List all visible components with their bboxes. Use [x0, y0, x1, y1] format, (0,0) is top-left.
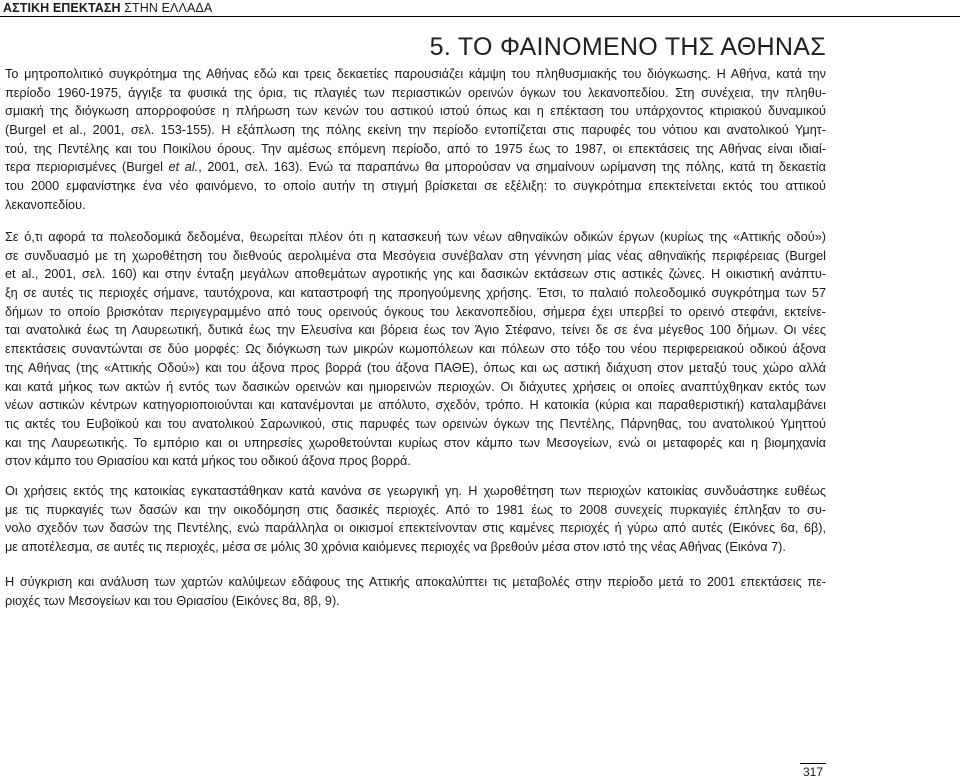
text-segment: λεκανοπεδίου. [5, 197, 86, 212]
text-segment: ξη σε αυτές τις περιοχές σήμανε, ταυτόχρονα, και καταστροφή της προηγούμενης χρήσης. Έτσι, το παλαιό πολεοδομικό συγκρότημα των 57 [5, 286, 826, 301]
header-rule [0, 16, 960, 17]
text-line [5, 121, 826, 140]
text-line [5, 592, 826, 611]
text-line [5, 321, 826, 340]
text-line [5, 84, 826, 103]
paragraph-4 [5, 573, 826, 610]
text-line [5, 177, 826, 196]
running-head-bold: ΑΣΤΙΚΗ ΕΠΕΚΤΑΣΗ [3, 1, 121, 15]
text-segment: στον κάμπο του Θριασίου και κατά μήκος του οδικού άξονα προς βορρά. [5, 454, 411, 469]
text-line [5, 196, 826, 215]
text-segment: επεκτάσεις συναντώνται σε δύο μορφές: Ως διόγκωση των μικρών κωμοπόλεων και πόλεων στο τόξο του νέου περιφερειακού οδικού άξονα [5, 342, 826, 357]
text-line [5, 573, 826, 592]
text-segment: νολο σχεδόν των δασών της Πεντέλης, ενώ παράλληλα οι οικισμοί επεκτείνονταν στις καμένες περιοχές ή γύρω από αυτές (Εικόνες 6α, 6β), [5, 521, 826, 536]
text-line [5, 158, 826, 177]
text-segment: της Αθήνας (της «Αττικής Οδού») και του άξονα προς βορρά (του άξονα ΠΑΘΕ), όπως και ως αστική διάχυση στον μεταξύ τους χώρο αλλά [5, 360, 826, 375]
text-segment: με αποτέλεσμα, σε αυτές τις περιοχές, μέσα σε μόλις 30 χρόνια καιόμενες περιοχές να βρεθούν μέσα στον ιστό της νέας Αθήνας (Εικόνα 7). [5, 540, 786, 555]
text-line [5, 340, 826, 359]
text-line [5, 102, 826, 121]
text-segment: ται ανατολικά έως τη Λαυρεωτική, δυτικά έως την Ελευσίνα και βόρεια έως τον Άγιο Στέφανο, τείνει δε σε ένα μέγεθος 100 δήμων. Οι νέες [5, 323, 826, 338]
text-segment: τερα περιορισμένες (Burgel [5, 160, 169, 175]
text-segment: , 2001, σελ. 163). Ενώ τα παραπάνω θα μπορούσαν να σημαίνουν ωρίμανση της πόλης, κατά τη δεκαετία [198, 160, 826, 175]
text-line [5, 303, 826, 322]
text-line [5, 501, 826, 520]
text-segment: Οι χρήσεις εκτός της κατοικίας εγκαταστάθηκαν κατά κανόνα σε γεωργική γη. Η χωροθέτηση των περιοχών κατοικίας συνδυάστηκε ευθέως [5, 484, 826, 498]
text-line [5, 65, 826, 84]
text-segment: και κατά μήκος των ακτών ή εντός των δασικών ορεινών και ημιορεινών περιοχών. Οι διάχυτες χρήσεις οι οποίες αναπτύχθηκαν εκτός των [5, 379, 826, 394]
text-segment: Το μητροπολιτικό συγκρότημα της Αθήνας εδώ και τρεις δεκαετίες παρουσιάζει κάμψη του πληθυσμιακής του διόγκωσης. Η Αθήνα, κατά την [5, 67, 826, 81]
page-number-rule [800, 763, 826, 764]
text-line [5, 434, 826, 453]
text-segment: του 2000 εμφανίστηκε ένα νέο φαινόμενο, το οποίο αυτήν τη στιγμή βρίσκεται σε εξέλιξη: το συγκρότημα επεκτείνεται εκτός του αττικού [5, 179, 826, 194]
text-segment: νέων αστικών κέντρων κατηγοριοποιούνται και κατανέμονται με απόλυτο, σχεδόν, τρόπο. Η κατοικία (κύρια και παραθεριστική) καταλαμβάνει [5, 398, 826, 413]
text-line [5, 415, 826, 434]
paragraph-1 [5, 65, 826, 215]
text-segment: ριοχές των Μεσογείων και του Θριασίου (Εικόνες 8α, 8β, 9). [5, 593, 340, 608]
italic-text: et al. [168, 160, 199, 175]
paragraph-2 [5, 228, 826, 471]
text-segment: δήμων το οποίο βρισκόταν περιγεγραμμένο από τους ορεινούς όγκους του λεκανοπεδίου, σήμερα έχει υπερβεί το ορεινό στεφάνι, εκτείνε- [5, 304, 826, 319]
text-line [5, 265, 826, 284]
text-segment: και της Λαυρεωτικής. Το εμπόριο και οι υπηρεσίες χωροθετούνται κυρίως στον κάμπο των Μεσογείων, ενώ οι μεταφορές και η βιομηχανία [5, 435, 826, 450]
paragraph-3 [5, 482, 826, 557]
text-segment: σμιακή της διόγκωση απορροφούσε η πλήρωση των κενών του αστικού ιστού όπως και η επέκταση του υπάρχοντος κτιριακού δυναμικού [5, 104, 826, 119]
text-line [5, 247, 826, 266]
text-segment: Σε ό,τι αφορά τα πολεοδομικά δεδομένα, θεωρείται πλέον ότι η κατασκευή των νέων αθηναϊκών οδικών έργων (κυρίως της «Αττικής οδού») [5, 230, 826, 244]
text-line [5, 359, 826, 378]
text-segment: (Burgel et al., 2001, σελ. 153-155). Η εξάπλωση της πόλης εκείνη την περίοδο εντοπίζεται στις παρυφές του νότιου και ανατολικού Υμητ- [5, 123, 826, 138]
text-line [5, 452, 826, 471]
text-segment: Η σύγκριση και ανάλυση των χαρτών καλύψεων εδάφους της Αττικής αποκαλύπτει τις μεταβολές στην περίοδο μετά το 2001 επεκτάσεις πε- [5, 575, 826, 589]
text-segment: με τις πυρκαγιές των δασών και την οικοδόμηση στις δασικές περιοχές. Από το 1981 έως το 2008 συνεχείς πυρκαγιές έπληξαν το συ- [5, 502, 826, 517]
text-segment: σε συνδυασμό με τη χωροθέτηση του διεθνούς αερολιμένα στα Μεσόγεια συνέβαλαν στη γέννηση μίας νέας αθηναϊκής περιφέρειας (Burgel [5, 248, 826, 263]
text-line [5, 228, 826, 247]
text-line [5, 482, 826, 501]
section-title: 5. ΤΟ ΦΑΙΝΟΜΕΝΟ ΤΗΣ ΑΘΗΝΑΣ [429, 33, 826, 61]
running-head-rest: ΣΤΗΝ ΕΛΛΑΔΑ [124, 1, 213, 15]
text-line [5, 519, 826, 538]
text-line [5, 378, 826, 397]
text-segment: et al., 2001, σελ. 160) και στην ένταξη μεγάλων αποθεμάτων αγροτικής γης και δασικών εκτάσεων στις αστικές ζώνες. Η οικιστική ανάπτυ- [5, 267, 826, 282]
running-head [3, 1, 212, 15]
text-segment: περίοδο 1960-1975, άγγιξε τα φυσικά της όρια, τις πλαγιές των περιαστικών ορεινών όγκων του λεκανοπεδίου. Στη συνέχεια, την πληθυ- [5, 85, 826, 100]
text-segment: τού, της Πεντέλης και του Ποικίλου όρους. Την αμέσως επόμενη περίοδο, από το 1975 έως το 1987, οι επεκτάσεις της Αθήνας είναι ιδιαί- [5, 141, 826, 156]
text-line [5, 538, 826, 557]
text-line [5, 140, 826, 159]
text-line [5, 284, 826, 303]
text-segment: τις ακτές του Ευβοϊκού και του ανατολικού Σαρωνικού, στις παρυφές των ορεινών όγκων της Πεντέλης, Πάρνηθας, του ανατολικού Υμηττού [5, 416, 826, 431]
page-number: 317 [802, 765, 824, 779]
text-line [5, 396, 826, 415]
